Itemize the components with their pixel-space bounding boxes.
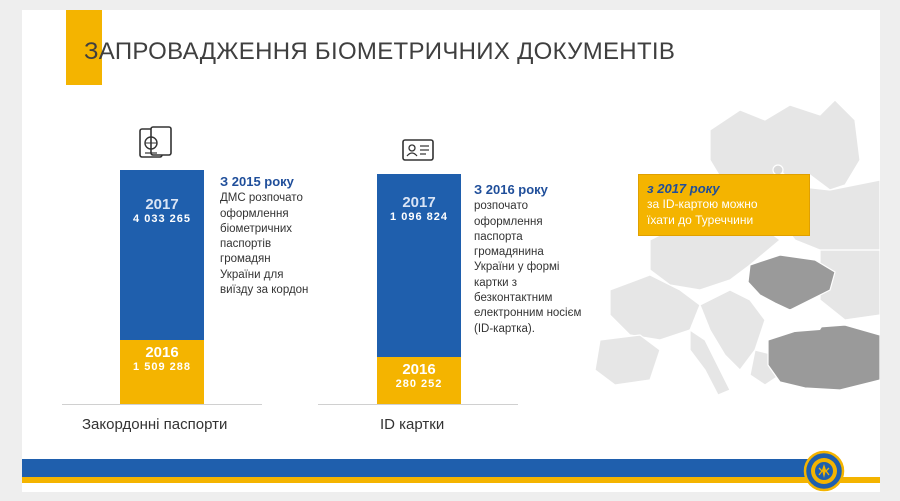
- idcards-caption: ID картки: [380, 416, 445, 433]
- passports-desc-line: виїзду за кордон: [220, 284, 309, 297]
- idcards-desc-line: розпочато: [474, 200, 528, 213]
- turkey-callout: [638, 174, 810, 236]
- idcards-2017-value: 1 096 824: [390, 211, 448, 223]
- passports-bar-2017: [120, 170, 204, 340]
- turkey-shape: [768, 325, 880, 390]
- idcards-bar-2017: [377, 174, 461, 357]
- dms-emblem-icon: [803, 450, 845, 492]
- passport-icon: [137, 125, 175, 161]
- idcards-desc-line: картки з: [474, 276, 518, 289]
- passports-desc-line: ДМС розпочато: [220, 192, 303, 205]
- passports-caption: Закордонні паспорти: [82, 416, 228, 433]
- passports-desc-line: оформлення: [220, 207, 289, 220]
- idcards-2017-year: 2017: [402, 194, 436, 211]
- idcards-description: [474, 182, 598, 337]
- passports-desc-heading: З 2015 року: [220, 174, 294, 189]
- passports-description: [220, 174, 340, 298]
- idcards-desc-line: громадянина: [474, 246, 544, 259]
- idcards-bar-2016: [377, 357, 461, 404]
- passports-2017-value: 4 033 265: [133, 213, 191, 225]
- passports-desc-line: громадян: [220, 253, 271, 266]
- footer-yellow-band: [22, 477, 880, 483]
- passports-baseline: [62, 404, 262, 405]
- iberia-shape: [595, 335, 660, 385]
- slide-title: ЗАПРОВАДЖЕННЯ БІОМЕТРИЧНИХ ДОКУМЕНТІВ: [84, 38, 676, 65]
- passports-2017-year: 2017: [145, 196, 179, 213]
- callout-heading: з 2017 року: [647, 181, 720, 196]
- passports-2016-year: 2016: [145, 344, 179, 361]
- passports-2016-value: 1 509 288: [133, 361, 191, 373]
- passports-desc-line: біометричних: [220, 222, 293, 235]
- passports-bar: [120, 170, 204, 410]
- idcards-desc-line: паспорта: [474, 230, 523, 243]
- europe-map-graphic: [590, 90, 880, 450]
- idcards-desc-heading: З 2016 року: [474, 182, 548, 197]
- europe-map: [590, 90, 880, 450]
- idcards-desc-line: безконтактним: [474, 292, 553, 305]
- idcards-2016-year: 2016: [402, 361, 436, 378]
- idcards-desc-line: електронним носієм: [474, 307, 582, 320]
- footer-blue-band: [22, 459, 812, 477]
- idcards-desc-line: України у формі: [474, 261, 560, 274]
- idcards-baseline: [318, 404, 518, 405]
- presentation-slide: [22, 10, 880, 492]
- passports-desc-line: України для: [220, 268, 284, 281]
- idcards-2016-value: 280 252: [395, 378, 443, 390]
- callout-line-2: їхати до Туреччини: [647, 213, 754, 227]
- idcards-desc-line: оформлення: [474, 215, 543, 228]
- callout-line-1: за ID-картою можно: [647, 197, 758, 211]
- passports-bar-2016: [120, 340, 204, 404]
- id-card-icon: [402, 138, 434, 162]
- idcards-desc-line: (ID-картка).: [474, 322, 535, 335]
- idcards-bar: [377, 174, 461, 404]
- passports-desc-line: паспортів: [220, 238, 272, 251]
